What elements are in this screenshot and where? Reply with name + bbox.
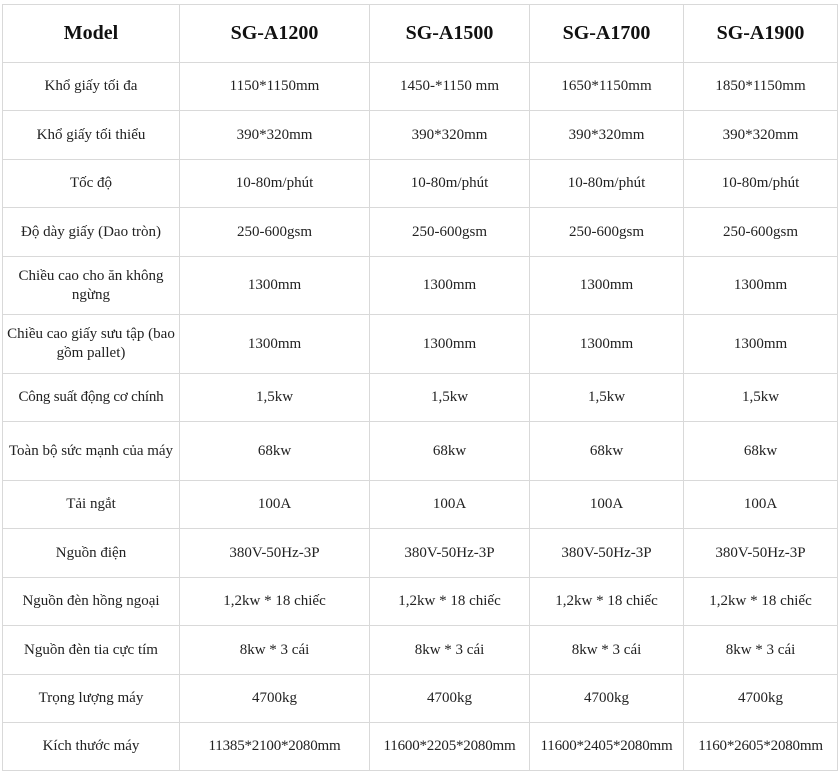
row-label: Nguồn điện — [3, 529, 180, 578]
cell-value: 8kw * 3 cái — [180, 626, 370, 675]
cell-value: 4700kg — [370, 675, 530, 723]
cell-value: 1300mm — [684, 315, 838, 374]
table-row — [3, 723, 838, 771]
row-label: Độ dày giấy (Dao tròn) — [3, 208, 180, 257]
table-row — [3, 529, 838, 578]
cell-value: 1,2kw * 18 chiếc — [530, 578, 684, 626]
cell-value: 1160*2605*2080mm — [684, 723, 838, 771]
cell-value: 1300mm — [180, 257, 370, 315]
table-row — [3, 675, 838, 723]
cell-value: 100A — [370, 481, 530, 529]
table-row — [3, 626, 838, 675]
cell-value: 100A — [180, 481, 370, 529]
cell-value: 68kw — [370, 422, 530, 481]
row-label: Chiều cao giấy sưu tập (bao gồm pallet) — [3, 315, 180, 374]
row-label: Tải ngắt — [3, 481, 180, 529]
header-model: Model — [3, 5, 180, 63]
cell-value: 11600*2405*2080mm — [530, 723, 684, 771]
cell-value: 1,2kw * 18 chiếc — [684, 578, 838, 626]
cell-value: 250-600gsm — [180, 208, 370, 257]
cell-value: 380V-50Hz-3P — [370, 529, 530, 578]
cell-value: 68kw — [530, 422, 684, 481]
cell-value: 10-80m/phút — [684, 160, 838, 208]
cell-value: 100A — [530, 481, 684, 529]
cell-value: 68kw — [180, 422, 370, 481]
cell-value: 1,5kw — [530, 374, 684, 422]
row-label: Nguồn đèn tia cực tím — [3, 626, 180, 675]
row-label: Khổ giấy tối đa — [3, 63, 180, 111]
cell-value: 390*320mm — [180, 111, 370, 160]
cell-value: 1450-*1150 mm — [370, 63, 530, 111]
header-sg-a1900: SG-A1900 — [684, 5, 838, 63]
cell-value: 380V-50Hz-3P — [530, 529, 684, 578]
cell-value: 380V-50Hz-3P — [684, 529, 838, 578]
header-row — [3, 5, 838, 63]
spec-table — [2, 4, 838, 771]
cell-value: 1,2kw * 18 chiếc — [370, 578, 530, 626]
header-sg-a1700: SG-A1700 — [530, 5, 684, 63]
cell-value: 11600*2205*2080mm — [370, 723, 530, 771]
row-label: Nguồn đèn hồng ngoại — [3, 578, 180, 626]
cell-value: 8kw * 3 cái — [684, 626, 838, 675]
cell-value: 100A — [684, 481, 838, 529]
row-label: Công suất động cơ chính — [3, 374, 180, 422]
cell-value: 1300mm — [370, 257, 530, 315]
cell-value: 1300mm — [684, 257, 838, 315]
cell-value: 390*320mm — [530, 111, 684, 160]
cell-value: 250-600gsm — [530, 208, 684, 257]
cell-value: 1300mm — [370, 315, 530, 374]
cell-value: 10-80m/phút — [180, 160, 370, 208]
table-row — [3, 111, 838, 160]
table-row — [3, 208, 838, 257]
table-row — [3, 422, 838, 481]
cell-value: 250-600gsm — [684, 208, 838, 257]
cell-value: 4700kg — [530, 675, 684, 723]
cell-value: 4700kg — [180, 675, 370, 723]
cell-value: 8kw * 3 cái — [370, 626, 530, 675]
cell-value: 1300mm — [180, 315, 370, 374]
cell-value: 1,5kw — [370, 374, 530, 422]
table-row — [3, 578, 838, 626]
header-sg-a1200: SG-A1200 — [180, 5, 370, 63]
cell-value: 10-80m/phút — [530, 160, 684, 208]
cell-value: 1300mm — [530, 315, 684, 374]
cell-value: 4700kg — [684, 675, 838, 723]
cell-value: 390*320mm — [684, 111, 838, 160]
row-label: Kích thước máy — [3, 723, 180, 771]
cell-value: 10-80m/phút — [370, 160, 530, 208]
cell-value: 1850*1150mm — [684, 63, 838, 111]
cell-value: 1150*1150mm — [180, 63, 370, 111]
cell-value: 68kw — [684, 422, 838, 481]
cell-value: 390*320mm — [370, 111, 530, 160]
table-row — [3, 160, 838, 208]
row-label: Toàn bộ sức mạnh của máy — [3, 422, 180, 481]
table-row — [3, 63, 838, 111]
table-row — [3, 481, 838, 529]
cell-value: 1650*1150mm — [530, 63, 684, 111]
row-label: Chiều cao cho ăn không ngừng — [3, 257, 180, 315]
cell-value: 8kw * 3 cái — [530, 626, 684, 675]
cell-value: 1,2kw * 18 chiếc — [180, 578, 370, 626]
row-label: Khổ giấy tối thiểu — [3, 111, 180, 160]
row-label: Trọng lượng máy — [3, 675, 180, 723]
table-row — [3, 374, 838, 422]
cell-value: 11385*2100*2080mm — [180, 723, 370, 771]
row-label: Tốc độ — [3, 160, 180, 208]
cell-value: 1300mm — [530, 257, 684, 315]
cell-value: 250-600gsm — [370, 208, 530, 257]
table-row — [3, 315, 838, 374]
cell-value: 1,5kw — [684, 374, 838, 422]
cell-value: 1,5kw — [180, 374, 370, 422]
table-row — [3, 257, 838, 315]
cell-value: 380V-50Hz-3P — [180, 529, 370, 578]
header-sg-a1500: SG-A1500 — [370, 5, 530, 63]
